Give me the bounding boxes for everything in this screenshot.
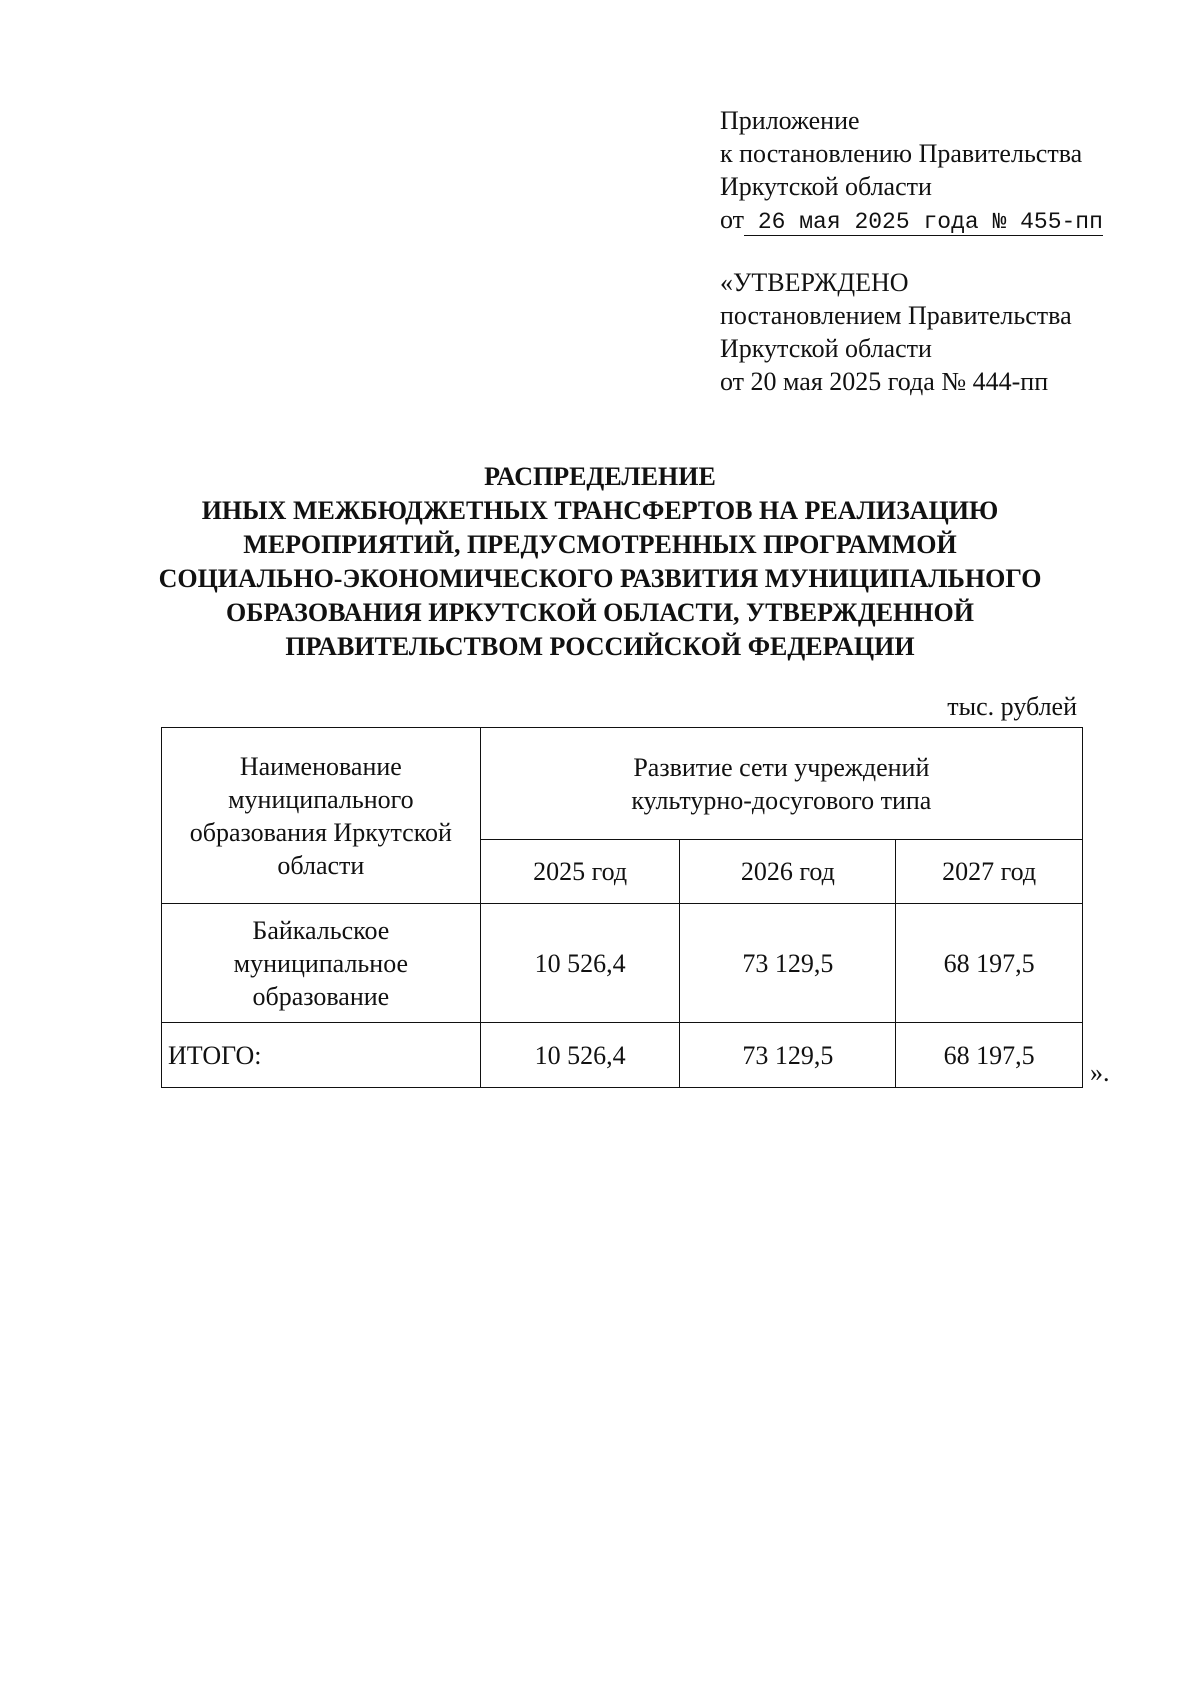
title-line: ОБРАЗОВАНИЯ ИРКУТСКОЙ ОБЛАСТИ, УТВЕРЖДЕННОЙ [226, 598, 974, 627]
appendix-date-line [720, 203, 1103, 239]
row-name-text: Байкальское муниципальное образование [233, 915, 409, 1011]
cell-value: 10 526,4 [480, 1023, 680, 1088]
header-group [480, 728, 1082, 840]
appendix-line: Иркутской области [720, 172, 932, 201]
date-value: 26 мая 2025 года [744, 209, 993, 235]
title-line: МЕРОПРИЯТИЙ, ПРЕДУСМОТРЕННЫХ ПРОГРАММОЙ [243, 530, 957, 559]
title-line: ПРАВИТЕЛЬСТВОМ РОССИЙСКОЙ ФЕДЕРАЦИИ [285, 632, 915, 661]
table-row-total [162, 1023, 1083, 1088]
approved-line: постановлением Правительства [720, 301, 1072, 330]
date-prefix: от [720, 205, 745, 234]
appendix-line: Приложение [720, 106, 860, 135]
document-number: № 455-пп [992, 209, 1103, 235]
header-group-text: Развитие сети учреждений культурно-досугового типа [631, 752, 932, 815]
approved-line: Иркутской области [720, 334, 932, 363]
title-line: СОЦИАЛЬНО-ЭКОНОМИЧЕСКОГО РАЗВИТИЯ МУНИЦИПАЛЬНОГО [158, 564, 1042, 593]
table-row [162, 904, 1083, 1023]
distribution-table [161, 727, 1083, 1088]
closing-quote: ». [1090, 1058, 1110, 1087]
title-line: РАСПРЕДЕЛЕНИЕ [484, 462, 716, 491]
header-municipality: Наименование муниципального образования Иркутской области [162, 728, 481, 904]
cell-value: 73 129,5 [680, 1023, 896, 1088]
unit-label: тыс. рублей [947, 692, 1077, 721]
row-name: ИТОГО: [162, 1023, 481, 1088]
document-title [120, 460, 1080, 664]
cell-value: 68 197,5 [896, 1023, 1083, 1088]
cell-value: 10 526,4 [480, 904, 680, 1023]
header-year: 2026 год [680, 840, 896, 904]
approved-line: от 20 мая 2025 года № 444-пп [720, 367, 1049, 396]
approved-header [720, 266, 1072, 398]
cell-value: 68 197,5 [896, 904, 1083, 1023]
row-name [162, 904, 481, 1023]
approved-line: «УТВЕРЖДЕНО [720, 268, 909, 297]
header-year: 2025 год [480, 840, 680, 904]
title-line: ИНЫХ МЕЖБЮДЖЕТНЫХ ТРАНСФЕРТОВ НА РЕАЛИЗАЦИЮ [201, 496, 999, 525]
cell-value: 73 129,5 [680, 904, 896, 1023]
header-year: 2027 год [896, 840, 1083, 904]
appendix-line: к постановлению Правительства [720, 139, 1083, 168]
appendix-header [720, 104, 1103, 239]
